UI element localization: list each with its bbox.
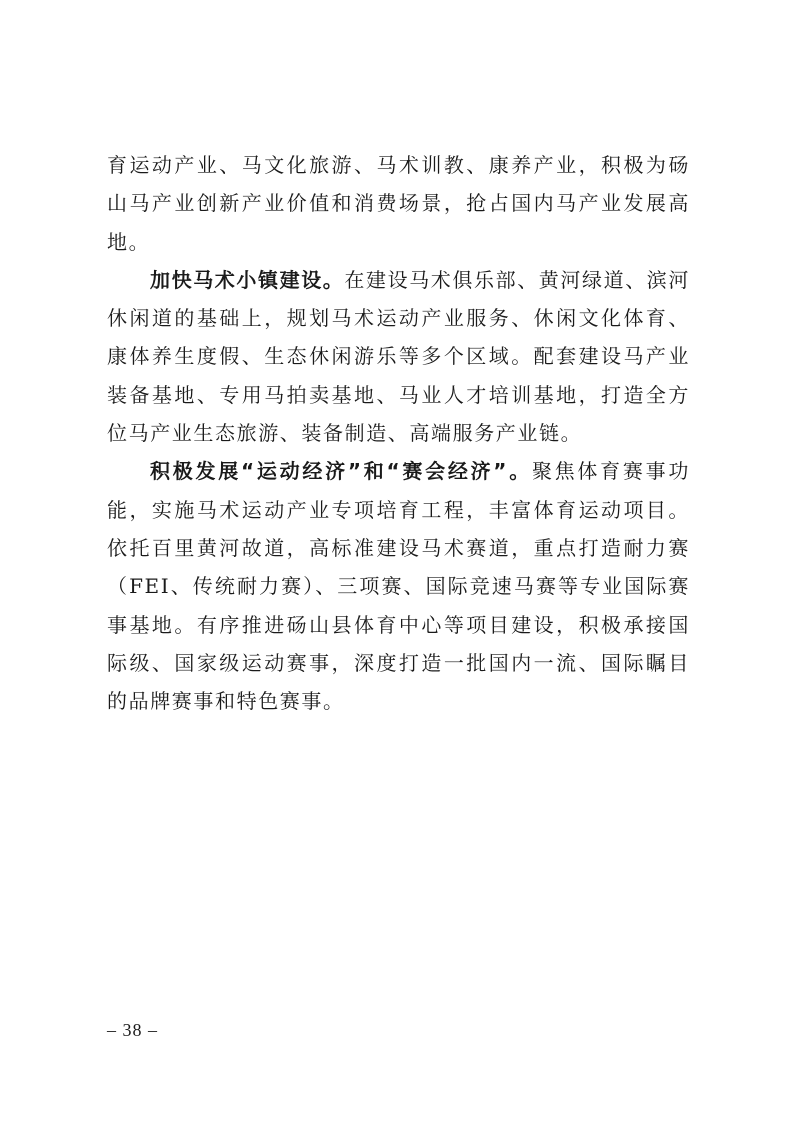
paragraph-text: 育运动产业、马文化旅游、马术训教、康养产业，积极为砀山马产业创新产业价值和消费场景，抢占国内马产业发展高地。 [107,153,690,254]
body-text [107,146,690,720]
paragraph-text: 聚焦体育赛事功能，实施马术运动产业专项培育工程，丰富体育运动项目。依托百里黄河故道，高标准建设马术赛道，重点打造耐力赛（FEI、传统耐力赛）、三项赛、国际竞速马赛等专业国际赛事基地。有序推进砀山县体育中心等项目建设，积极承接国际级、国家级运动赛事，深度打造一批国内一流、国际瞩目的品牌赛事和特色赛事。 [107,459,690,714]
paragraph-continuation [107,146,690,261]
paragraph-horse-town [107,261,690,452]
paragraph-text: 在建设马术俱乐部、黄河绿道、滨河休闲道的基础上，规划马术运动产业服务、休闲文化体育、康体养生度假、生态休闲游乐等多个区域。配套建设马产业装备基地、专用马拍卖基地、马业人才培训基地，打造全方位马产业生态旅游、装备制造、高端服务产业链。 [107,267,691,446]
page-number: – 38 – [107,1020,158,1040]
paragraph-heading: 积极发展“运动经济”和“赛会经济”。 [150,459,532,484]
paragraph-sports-economy [107,452,690,720]
paragraph-heading: 加快马术小镇建设。 [150,267,345,292]
